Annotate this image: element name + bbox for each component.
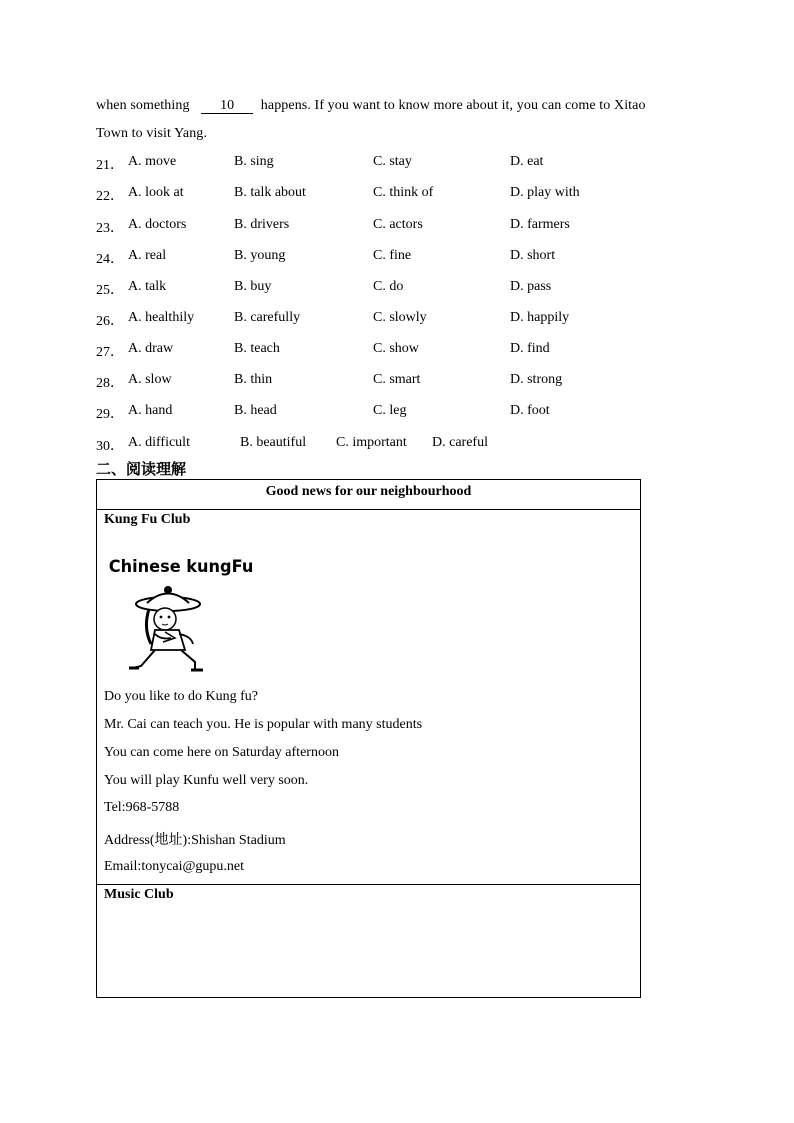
option-d: D. farmers: [510, 217, 570, 232]
blank-10: 10: [201, 99, 253, 114]
question-number: 28．: [96, 376, 124, 391]
question-number: 29．: [96, 407, 124, 422]
kungfu-info-line: You will play Kunfu well very soon.: [104, 773, 309, 788]
music-club-cell: [97, 885, 640, 997]
option-c: C. do: [373, 279, 404, 294]
option-a: A. hand: [128, 403, 173, 418]
question-number: 30．: [96, 439, 124, 454]
option-c: C. fine: [373, 248, 412, 263]
option-b: B. teach: [234, 341, 280, 356]
option-c: C. think of: [373, 185, 434, 200]
hat-knot: [164, 586, 172, 594]
passage-text-before-blank: when something: [96, 98, 190, 113]
option-c: C. stay: [373, 154, 412, 169]
passage-text-after-blank: happens. If you want to know more about it, you can come to Xitao: [260, 98, 646, 113]
question-number: 25．: [96, 283, 124, 298]
kungfu-info-line: Address(地址):Shishan Stadium: [104, 833, 286, 848]
option-b: B. carefully: [234, 310, 301, 325]
option-c: C. slowly: [373, 310, 427, 325]
option-a: A. difficult: [128, 435, 190, 450]
kungfu-club-title: Kung Fu Club: [104, 512, 191, 527]
option-d: D. eat: [510, 154, 544, 169]
option-a: A. talk: [128, 279, 167, 294]
option-b: B. beautiful: [240, 435, 307, 450]
section-heading: 二、阅读理解: [96, 460, 187, 478]
option-d: D. play with: [510, 185, 580, 200]
passage-line-2: Town to visit Yang.: [96, 126, 207, 141]
option-d: D. find: [510, 341, 550, 356]
kungfu-caption: Chinese kungFu: [108, 556, 254, 577]
ad-table: [96, 479, 641, 998]
option-d: D. strong: [510, 372, 563, 387]
option-d: D. short: [510, 248, 556, 263]
option-a: A. healthily: [128, 310, 195, 325]
option-b: B. drivers: [234, 217, 290, 232]
option-a: A. real: [128, 248, 167, 263]
kungfu-info-line: You can come here on Saturday afternoon: [104, 745, 339, 760]
option-b: B. buy: [234, 279, 272, 294]
option-c: C. leg: [373, 403, 407, 418]
passage-line-1: [96, 98, 646, 114]
option-d: D. happily: [510, 310, 570, 325]
option-d: D. pass: [510, 279, 552, 294]
hair: [146, 609, 151, 644]
face: [154, 608, 176, 630]
option-b: B. young: [234, 248, 286, 263]
option-c: C. show: [373, 341, 419, 356]
option-a: A. look at: [128, 185, 184, 200]
option-c: C. important: [336, 435, 407, 450]
ad-header: Good news for our neighbourhood: [97, 480, 640, 510]
kungfu-info-line: Email:tonycai@gupu.net: [104, 859, 245, 874]
option-d: D. foot: [510, 403, 550, 418]
option-a: A. slow: [128, 372, 172, 387]
option-b: B. talk about: [234, 185, 306, 200]
hat-top: [147, 594, 189, 604]
question-number: 21．: [96, 158, 124, 173]
question-number: 27．: [96, 345, 124, 360]
option-a: A. move: [128, 154, 177, 169]
kungfu-info-line: Tel:968-5788: [104, 800, 180, 815]
option-d: D. careful: [432, 435, 488, 450]
kungfu-club-cell: [97, 510, 640, 885]
option-c: C. smart: [373, 372, 421, 387]
option-b: B. head: [234, 403, 277, 418]
question-number: 24．: [96, 252, 124, 267]
question-number: 23．: [96, 221, 124, 236]
question-number: 26．: [96, 314, 124, 329]
option-b: B. sing: [234, 154, 274, 169]
music-club-title: Music Club: [104, 887, 174, 902]
left-leg: [133, 650, 155, 668]
kungfu-info-line: Mr. Cai can teach you. He is popular with many students: [104, 717, 423, 732]
option-a: A. doctors: [128, 217, 187, 232]
question-number: 22．: [96, 189, 124, 204]
kungfu-info-line: Do you like to do Kung fu?: [104, 689, 258, 704]
option-a: A. draw: [128, 341, 174, 356]
right-leg: [181, 650, 195, 670]
kungfu-illustration: [105, 546, 254, 676]
option-c: C. actors: [373, 217, 423, 232]
option-b: B. thin: [234, 372, 273, 387]
